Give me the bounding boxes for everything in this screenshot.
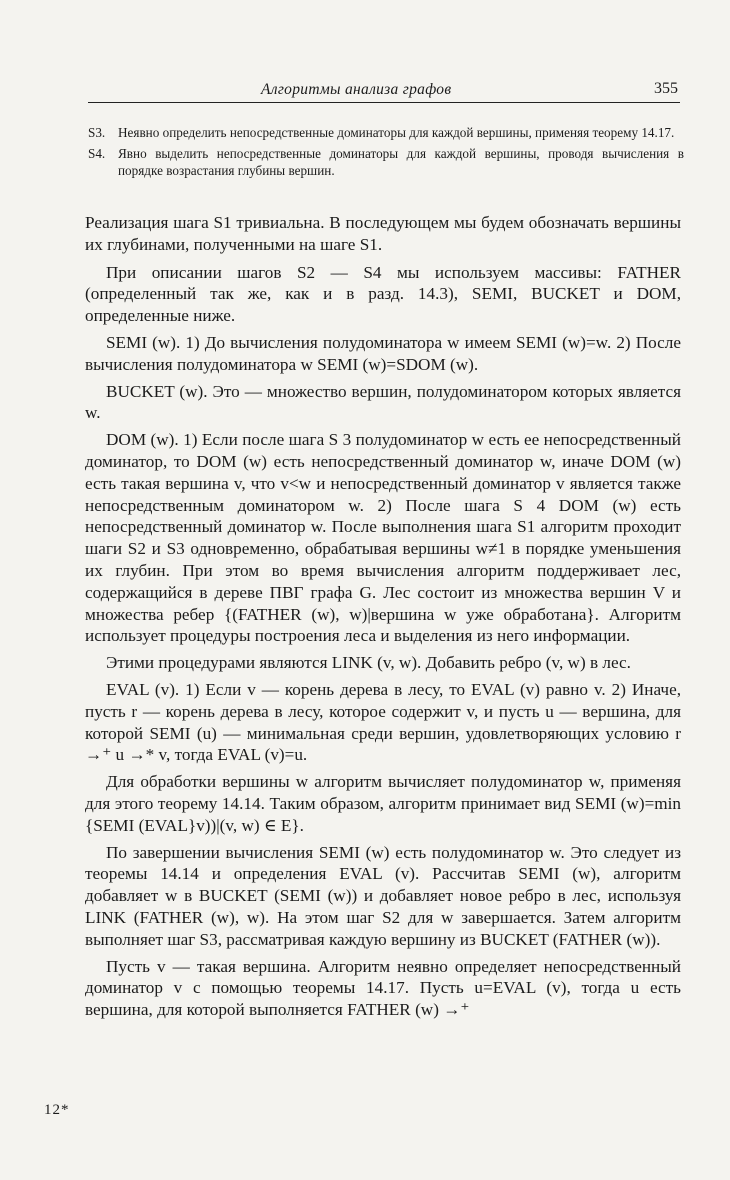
definition-bucket: BUCKET (w). Это — множество вершин, полудоминатором которых является w.: [85, 381, 681, 423]
algorithm-steps: [88, 124, 684, 183]
step-label: S3.: [88, 125, 106, 140]
paragraph: Пусть v — такая вершина. Алгоритм неявно определяет непосредственный доминатор v с помощью теоремы 14.17. Пусть u=EVAL (v), тогда u есть вершина, для которой выполняется FATHER (w) →⁺: [85, 956, 681, 1020]
definition-link: Этими процедурами являются LINK (v, w). Добавить ребро (v, w) в лес.: [106, 653, 631, 673]
running-header: [88, 78, 680, 103]
step-s3: [88, 124, 684, 142]
step-label: S4.: [88, 145, 106, 161]
running-title: Алгоритмы анализа графов: [261, 81, 452, 98]
step-text: Явно выделить непосредственные доминаторы для каждой вершины, проводя вычисления в порядке возрастания глубины вершин.: [118, 145, 684, 178]
definition-eval: EVAL (v). 1) Если v — корень дерева в лесу, то EVAL (v) равно v. 2) Иначе, пусть r — корень дерева в лесу, которое содержит v, и пусть u — вершина, для которой SEMI (u) — минимальная среди вершин, удовлетворяющих условию r →⁺ u →* v, тогда EVAL (v)=u.: [85, 679, 681, 765]
signature-mark: 12*: [44, 1102, 70, 1118]
paragraph: При описании шагов S2 — S4 мы используем массивы: FATHER (определенный так же, как и в разд. 14.3), SEMI, BUCKET и DOM, определенные ниже.: [85, 262, 681, 326]
paragraph: Для обработки вершины w алгоритм вычисляет полудоминатор w, применяя для этого теорему 14.14. Таким образом, алгоритм принимает вид SEMI (w)=min {SEMI (EVAL}v))|(v, w) ∈ E}.: [85, 772, 681, 835]
main-text: [85, 212, 681, 1026]
definition-dom: DOM (w). 1) Если после шага S 3 полудоминатор w есть ее непосредственный доминатор, то DOM (w) есть непосредственный доминатор w, иначе DOM (w) есть такая вершина v, что v<w и непосредственный доминатор v является также непосредственным доминатором w. 2) После шага S 4 DOM (w) есть непосредственный доминатор w. После выполнения шага S1 алгоритм проходит шаги S2 и S3 одновременно, обрабатывая вершины w≠1 в порядке уменьшения их глубин. При этом во время вычисления алгоритм поддерживает лес, содержащийся в дереве ПВГ графа G. Лес состоит из множества вершин V и множества ребер {(FATHER (w), w)|вершина w уже обработана}. Алгоритм использует процедуры построения леса и выделения из него информации.: [85, 430, 681, 646]
page-number: 355: [654, 80, 678, 97]
step-s4: [88, 145, 684, 180]
paragraph: По завершении вычисления SEMI (w) есть полудоминатор w. Это следует из теоремы 14.14 и определения EVAL (v). Рассчитав SEMI (w), алгоритм добавляет w в BUCKET (SEMI (w)) и добавляет новое ребро в лес, используя LINK (FATHER (w), w). На этом шаг S2 для w завершается. Затем алгоритм выполняет шаг S3, рассматривая каждую вершину из BUCKET (FATHER (w)).: [85, 842, 681, 949]
definition-semi: SEMI (w). 1) До вычисления полудоминатора w имеем SEMI (w)=w. 2) После вычисления полудоминатора w SEMI (w)=SDOM (w).: [85, 332, 681, 374]
paragraph: Реализация шага S1 тривиальна. В последующем мы будем обозначать вершины их глубинами, полученными на шаге S1.: [85, 213, 681, 254]
step-text: Неявно определить непосредственные доминаторы для каждой вершины, применяя теорему 14.17.: [118, 125, 675, 140]
